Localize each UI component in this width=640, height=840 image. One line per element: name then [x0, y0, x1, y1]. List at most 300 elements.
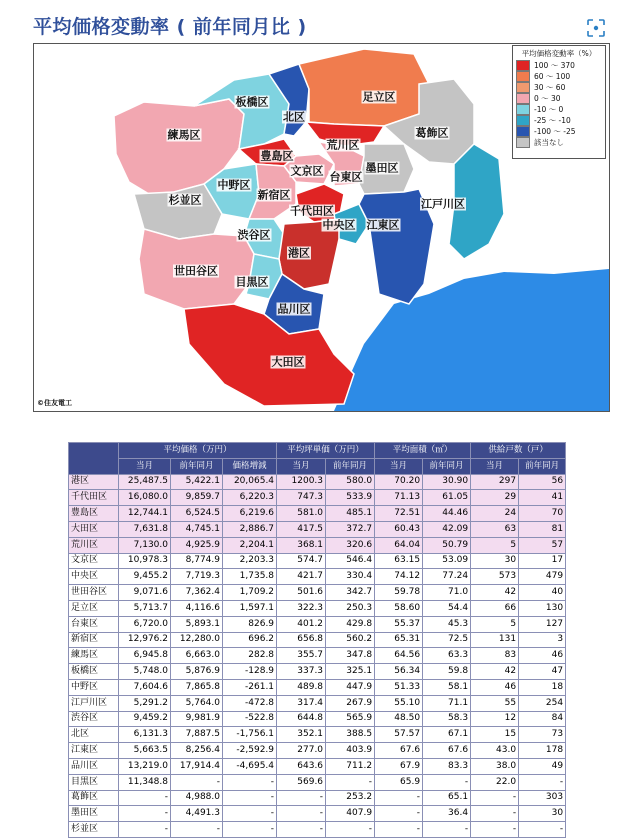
- ward-name-cell: 世田谷区: [69, 585, 119, 601]
- table-cell: 7,130.0: [119, 537, 171, 553]
- ward-name-cell: 豊島区: [69, 506, 119, 522]
- legend-item: [516, 82, 605, 92]
- table-row: [69, 474, 566, 490]
- table-cell: 36.4: [423, 806, 471, 822]
- table-row: [69, 616, 566, 632]
- ward-name-cell: 墨田区: [69, 806, 119, 822]
- ward-label-shinjuku: 新宿区: [257, 188, 291, 202]
- table-cell: 250.3: [326, 600, 375, 616]
- table-cell: -: [471, 790, 519, 806]
- column-group-header: 平均坪単価（万円）: [277, 443, 375, 459]
- table-cell: 5,422.1: [171, 474, 223, 490]
- table-cell: -1,756.1: [223, 727, 277, 743]
- table-cell: 11,348.8: [119, 774, 171, 790]
- legend-label: 100 ～ 370: [534, 60, 575, 70]
- table-cell: -: [119, 822, 171, 838]
- ward-name-cell: 目黒区: [69, 774, 119, 790]
- table-cell: -: [277, 790, 326, 806]
- table-cell: 6,219.6: [223, 506, 277, 522]
- table-cell: 46: [471, 679, 519, 695]
- table-cell: 44.46: [423, 506, 471, 522]
- table-cell: 83: [471, 648, 519, 664]
- table-cell: 282.8: [223, 648, 277, 664]
- table-cell: 2,204.1: [223, 537, 277, 553]
- table-cell: 84: [519, 711, 566, 727]
- ward-label-edogawa: 江戸川区: [421, 197, 465, 211]
- table-row: [69, 521, 566, 537]
- ward-name-cell: 北区: [69, 727, 119, 743]
- table-cell: 61.05: [423, 490, 471, 506]
- table-row: [69, 600, 566, 616]
- table-cell: 533.9: [326, 490, 375, 506]
- table-row: [69, 822, 566, 838]
- table-cell: 565.9: [326, 711, 375, 727]
- map-legend: [512, 45, 606, 159]
- ward-name-cell: 葛飾区: [69, 790, 119, 806]
- table-cell: -: [171, 822, 223, 838]
- table-cell: 6,945.8: [119, 648, 171, 664]
- table-row: [69, 537, 566, 553]
- table-cell: -472.8: [223, 695, 277, 711]
- table-cell: 49: [519, 758, 566, 774]
- table-cell: -: [223, 806, 277, 822]
- legend-item: [516, 71, 605, 81]
- table-cell: 4,116.6: [171, 600, 223, 616]
- table-cell: 479: [519, 569, 566, 585]
- table-cell: 56.34: [375, 664, 423, 680]
- table-cell: 42: [471, 664, 519, 680]
- table-cell: 40: [519, 585, 566, 601]
- table-cell: 560.2: [326, 632, 375, 648]
- ward-name-cell: 渋谷区: [69, 711, 119, 727]
- table-cell: 73: [519, 727, 566, 743]
- legend-swatch: [516, 126, 530, 137]
- table-row: [69, 569, 566, 585]
- table-cell: 5,893.1: [171, 616, 223, 632]
- table-cell: 317.4: [277, 695, 326, 711]
- table-cell: 320.6: [326, 537, 375, 553]
- table-cell: 65.31: [375, 632, 423, 648]
- legend-label: 30 ～ 60: [534, 82, 566, 92]
- ward-label-itabashi: 板橋区: [235, 95, 269, 109]
- table-cell: 330.4: [326, 569, 375, 585]
- table-cell: 9,455.2: [119, 569, 171, 585]
- table-cell: -: [277, 806, 326, 822]
- legend-label: 60 ～ 100: [534, 71, 571, 81]
- ward-label-minato: 港区: [288, 246, 310, 260]
- page-title: 平均価格変動率 ( 前年同月比 ): [33, 16, 307, 38]
- table-cell: 7,719.3: [171, 569, 223, 585]
- table-cell: 81: [519, 521, 566, 537]
- table-cell: 18: [519, 679, 566, 695]
- table-cell: -: [119, 806, 171, 822]
- table-cell: 67.1: [423, 727, 471, 743]
- table-cell: 7,631.8: [119, 521, 171, 537]
- table-cell: 580.0: [326, 474, 375, 490]
- table-row: [69, 695, 566, 711]
- table-cell: 711.2: [326, 758, 375, 774]
- table-cell: 253.2: [326, 790, 375, 806]
- table-cell: 388.5: [326, 727, 375, 743]
- ward-label-chiyoda: 千代田区: [290, 204, 334, 218]
- table-cell: 127: [519, 616, 566, 632]
- table-cell: 24: [471, 506, 519, 522]
- table-cell: 58.1: [423, 679, 471, 695]
- table-cell: 45.3: [423, 616, 471, 632]
- ward-name-cell: 新宿区: [69, 632, 119, 648]
- table-cell: 71.1: [423, 695, 471, 711]
- table-cell: 56: [519, 474, 566, 490]
- table-cell: 42: [471, 585, 519, 601]
- table-cell: 643.6: [277, 758, 326, 774]
- table-cell: 30.90: [423, 474, 471, 490]
- table-cell: 63.3: [423, 648, 471, 664]
- table-row: [69, 790, 566, 806]
- table-cell: 74.12: [375, 569, 423, 585]
- table-cell: 67.6: [423, 743, 471, 759]
- ward-name-cell: 江東区: [69, 743, 119, 759]
- table-cell: 6,131.3: [119, 727, 171, 743]
- legend-item: [516, 115, 605, 125]
- table-cell: 1200.3: [277, 474, 326, 490]
- table-cell: 9,859.7: [171, 490, 223, 506]
- table-cell: 46: [519, 648, 566, 664]
- table-cell: 53.09: [423, 553, 471, 569]
- table-cell: 9,071.6: [119, 585, 171, 601]
- table-cell: 63.15: [375, 553, 423, 569]
- table-cell: 569.6: [277, 774, 326, 790]
- ward-name-cell: 杉並区: [69, 822, 119, 838]
- legend-swatch: [516, 82, 530, 93]
- legend-title: 平均価格変動率（%）: [521, 49, 597, 58]
- table-cell: -: [375, 822, 423, 838]
- ward-price-table: [68, 442, 565, 838]
- table-cell: 63: [471, 521, 519, 537]
- ward-name-cell: 足立区: [69, 600, 119, 616]
- ward-name-cell: 大田区: [69, 521, 119, 537]
- table-row: [69, 664, 566, 680]
- table-cell: 70.20: [375, 474, 423, 490]
- table-cell: 489.8: [277, 679, 326, 695]
- ward-label-suginami: 杉並区: [168, 193, 202, 207]
- ward-name-cell: 江戸川区: [69, 695, 119, 711]
- table-cell: -2,592.9: [223, 743, 277, 759]
- table-row: [69, 711, 566, 727]
- table-cell: 297: [471, 474, 519, 490]
- table-cell: 5,748.0: [119, 664, 171, 680]
- table-row: [69, 553, 566, 569]
- sea-area: [334, 269, 609, 411]
- table-cell: -: [223, 774, 277, 790]
- table-cell: 5,663.5: [119, 743, 171, 759]
- table-cell: 55.10: [375, 695, 423, 711]
- ward-label-shinagawa: 品川区: [277, 302, 311, 316]
- table-cell: 30: [471, 553, 519, 569]
- table-cell: 352.1: [277, 727, 326, 743]
- corner-header: [69, 443, 119, 475]
- table-cell: 368.1: [277, 537, 326, 553]
- ward-label-adachi: 足立区: [362, 90, 396, 104]
- table-cell: 65.1: [423, 790, 471, 806]
- table-cell: 5,876.9: [171, 664, 223, 680]
- ward-label-meguro: 目黒区: [235, 275, 269, 289]
- table-cell: 178: [519, 743, 566, 759]
- table-cell: 372.7: [326, 521, 375, 537]
- legend-swatch: [516, 60, 530, 71]
- table-cell: 12: [471, 711, 519, 727]
- legend-swatch: [516, 137, 530, 148]
- table-cell: 15: [471, 727, 519, 743]
- table-row: [69, 727, 566, 743]
- table-cell: 43.0: [471, 743, 519, 759]
- ward-label-shibuya: 渋谷区: [237, 228, 271, 242]
- table-cell: 4,988.0: [171, 790, 223, 806]
- table-cell: 8,256.4: [171, 743, 223, 759]
- table-cell: 17: [519, 553, 566, 569]
- table-cell: 22.0: [471, 774, 519, 790]
- table-cell: 12,976.2: [119, 632, 171, 648]
- table-row: [69, 490, 566, 506]
- table-cell: 342.7: [326, 585, 375, 601]
- table-cell: 401.2: [277, 616, 326, 632]
- legend-swatch: [516, 71, 530, 82]
- table-cell: 644.8: [277, 711, 326, 727]
- ward-label-setagaya: 世田谷区: [174, 264, 218, 278]
- table-cell: 55: [471, 695, 519, 711]
- table-cell: 5,764.0: [171, 695, 223, 711]
- table-cell: -: [519, 822, 566, 838]
- table-cell: 65.9: [375, 774, 423, 790]
- table-cell: 277.0: [277, 743, 326, 759]
- table-cell: 58.60: [375, 600, 423, 616]
- ward-label-bunkyo: 文京区: [290, 164, 324, 178]
- column-header: 当月: [277, 458, 326, 474]
- ward-name-cell: 文京区: [69, 553, 119, 569]
- table-cell: 303: [519, 790, 566, 806]
- table-cell: 417.5: [277, 521, 326, 537]
- table-cell: 54.4: [423, 600, 471, 616]
- table-cell: 16,080.0: [119, 490, 171, 506]
- ward-name-cell: 品川区: [69, 758, 119, 774]
- table-row: [69, 758, 566, 774]
- table-cell: 12,744.1: [119, 506, 171, 522]
- ward-label-chuo: 中央区: [322, 218, 356, 232]
- table-cell: 48.50: [375, 711, 423, 727]
- table-header-group-row: [69, 443, 566, 459]
- table-cell: 5: [471, 616, 519, 632]
- column-group-header: 平均価格（万円）: [119, 443, 277, 459]
- table-cell: 55.37: [375, 616, 423, 632]
- table-cell: -128.9: [223, 664, 277, 680]
- table-cell: 574.7: [277, 553, 326, 569]
- table-cell: 57: [519, 537, 566, 553]
- ward-label-nakano: 中野区: [217, 178, 251, 192]
- table-cell: 6,663.0: [171, 648, 223, 664]
- ward-name-cell: 練馬区: [69, 648, 119, 664]
- map-credit: ©住友電工: [37, 399, 72, 407]
- table-cell: -: [519, 774, 566, 790]
- table-cell: 254: [519, 695, 566, 711]
- table-cell: -: [326, 822, 375, 838]
- table-cell: 355.7: [277, 648, 326, 664]
- table-cell: -: [223, 822, 277, 838]
- table-cell: 25,487.5: [119, 474, 171, 490]
- table-cell: 64.56: [375, 648, 423, 664]
- ward-label-koto: 江東区: [366, 218, 400, 232]
- legend-label: -100 ～ -25: [534, 126, 576, 136]
- table-cell: 42.09: [423, 521, 471, 537]
- legend-label: -10 ～ 0: [534, 104, 564, 114]
- table-body: [69, 474, 566, 837]
- column-header: 前年同月: [423, 458, 471, 474]
- table-cell: 656.8: [277, 632, 326, 648]
- table-row: [69, 806, 566, 822]
- table-row: [69, 743, 566, 759]
- table-cell: 66: [471, 600, 519, 616]
- ward-name-cell: 中野区: [69, 679, 119, 695]
- table-cell: 83.3: [423, 758, 471, 774]
- ward-name-cell: 中央区: [69, 569, 119, 585]
- ward-label-taito: 台東区: [329, 170, 363, 184]
- table-cell: -4,695.4: [223, 758, 277, 774]
- table-cell: 12,280.0: [171, 632, 223, 648]
- table-cell: -: [326, 774, 375, 790]
- price-change-map: [33, 43, 610, 412]
- table-cell: 50.79: [423, 537, 471, 553]
- table-cell: 573: [471, 569, 519, 585]
- table-cell: 130: [519, 600, 566, 616]
- table-cell: 71.0: [423, 585, 471, 601]
- table-cell: 30: [519, 806, 566, 822]
- table-cell: 59.8: [423, 664, 471, 680]
- table-cell: -: [423, 822, 471, 838]
- ward-label-sumida: 墨田区: [365, 161, 399, 175]
- table-cell: 4,491.3: [171, 806, 223, 822]
- table-cell: 1,735.8: [223, 569, 277, 585]
- table-cell: 72.5: [423, 632, 471, 648]
- table-cell: 47: [519, 664, 566, 680]
- table-row: [69, 585, 566, 601]
- table-cell: 77.24: [423, 569, 471, 585]
- table-cell: 5,713.7: [119, 600, 171, 616]
- table-cell: 6,720.0: [119, 616, 171, 632]
- column-group-header: 平均面積（㎡）: [375, 443, 471, 459]
- table-cell: -: [171, 774, 223, 790]
- table-cell: 20,065.4: [223, 474, 277, 490]
- table-cell: 71.13: [375, 490, 423, 506]
- table-cell: 747.3: [277, 490, 326, 506]
- legend-label: 0 ～ 30: [534, 93, 561, 103]
- legend-item: [516, 104, 605, 114]
- table-cell: 4,745.1: [171, 521, 223, 537]
- table-cell: 1,709.2: [223, 585, 277, 601]
- table-cell: 67.9: [375, 758, 423, 774]
- legend-item: [516, 60, 605, 70]
- table-cell: 325.1: [326, 664, 375, 680]
- table-cell: 59.78: [375, 585, 423, 601]
- ward-label-kita: 北区: [283, 110, 305, 124]
- table-cell: 421.7: [277, 569, 326, 585]
- ward-name-cell: 千代田区: [69, 490, 119, 506]
- table-cell: 10,978.3: [119, 553, 171, 569]
- legend-swatch: [516, 93, 530, 104]
- table-cell: 347.8: [326, 648, 375, 664]
- table-cell: 403.9: [326, 743, 375, 759]
- table-cell: 7,604.6: [119, 679, 171, 695]
- table-row: [69, 679, 566, 695]
- table-cell: 501.6: [277, 585, 326, 601]
- ward-name-cell: 台東区: [69, 616, 119, 632]
- table-cell: 9,981.9: [171, 711, 223, 727]
- column-header: 当月: [375, 458, 423, 474]
- table-subheader-row: [69, 458, 566, 474]
- legend-item: [516, 137, 605, 147]
- table-cell: -261.1: [223, 679, 277, 695]
- table-cell: -: [223, 790, 277, 806]
- table-cell: -522.8: [223, 711, 277, 727]
- ward-label-arakawa: 荒川区: [326, 138, 360, 152]
- table-cell: 5: [471, 537, 519, 553]
- table-cell: 267.9: [326, 695, 375, 711]
- table-cell: 696.2: [223, 632, 277, 648]
- table-cell: 67.6: [375, 743, 423, 759]
- table-cell: 322.3: [277, 600, 326, 616]
- table-cell: 64.04: [375, 537, 423, 553]
- table-row: [69, 648, 566, 664]
- legend-label: -25 ～ -10: [534, 115, 571, 125]
- table-cell: 9,459.2: [119, 711, 171, 727]
- table-cell: 17,914.4: [171, 758, 223, 774]
- table-cell: 6,220.3: [223, 490, 277, 506]
- table-cell: -: [119, 790, 171, 806]
- column-header: 前年同月: [171, 458, 223, 474]
- table-cell: 2,886.7: [223, 521, 277, 537]
- table-cell: 51.33: [375, 679, 423, 695]
- table-cell: 29: [471, 490, 519, 506]
- table-cell: 337.3: [277, 664, 326, 680]
- table-cell: 6,524.5: [171, 506, 223, 522]
- table-row: [69, 506, 566, 522]
- table-cell: 7,865.8: [171, 679, 223, 695]
- ward-label-katsushika: 葛飾区: [415, 126, 449, 140]
- ward-adachi: [299, 49, 429, 126]
- table-cell: 4,925.9: [171, 537, 223, 553]
- table-cell: 2,203.3: [223, 553, 277, 569]
- table-cell: 57.57: [375, 727, 423, 743]
- table-cell: 60.43: [375, 521, 423, 537]
- table-cell: 485.1: [326, 506, 375, 522]
- ward-label-toshima: 豊島区: [260, 149, 294, 163]
- table-cell: 131: [471, 632, 519, 648]
- legend-swatch: [516, 104, 530, 115]
- table-cell: 72.51: [375, 506, 423, 522]
- data-table: [68, 442, 566, 838]
- focus-frame-icon[interactable]: [586, 18, 606, 38]
- table-cell: 5,291.2: [119, 695, 171, 711]
- column-header: 前年同月: [326, 458, 375, 474]
- ward-label-ota: 大田区: [271, 355, 305, 369]
- column-group-header: 供給戸数（戸）: [471, 443, 566, 459]
- table-cell: 447.9: [326, 679, 375, 695]
- table-cell: 38.0: [471, 758, 519, 774]
- table-cell: 8,774.9: [171, 553, 223, 569]
- legend-item: [516, 93, 605, 103]
- legend-item: [516, 126, 605, 136]
- table-cell: 429.8: [326, 616, 375, 632]
- table-cell: 7,362.4: [171, 585, 223, 601]
- table-cell: 407.9: [326, 806, 375, 822]
- table-cell: 41: [519, 490, 566, 506]
